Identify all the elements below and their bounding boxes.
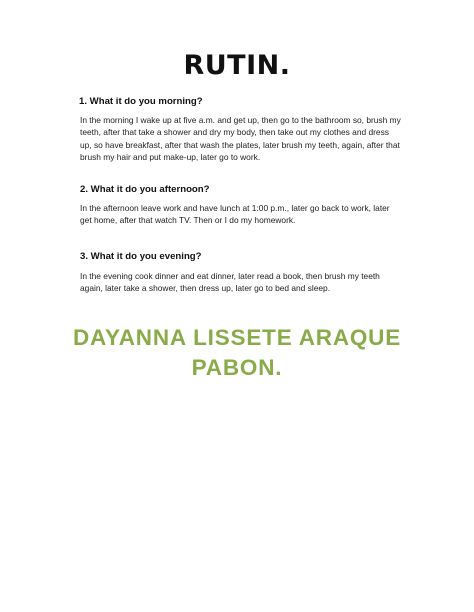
question-heading-afternoon: 2. What it do you afternoon? <box>80 184 210 195</box>
paragraph-line: again, later take a shower, then dress up, later go to bed and sleep. <box>80 283 331 294</box>
paragraph-line: teeth, after that take a shower and dry my body, then take out my clothes and dress <box>80 127 389 138</box>
question-heading-morning: 1. What it do you morning? <box>79 96 203 107</box>
paragraph-line: get home, after that watch TV. Then or I do my homework. <box>80 215 296 226</box>
question-heading-evening: 3. What it do you evening? <box>80 251 202 262</box>
page-title: RUTIN. <box>183 50 291 81</box>
paragraph-line: In the evening cook dinner and eat dinner, later read a book, then brush my teeth <box>80 271 380 281</box>
paragraph-line: up, so have breakfast, after that wash the plates, later brush my teeth, again, after that <box>80 139 400 150</box>
paragraph-line: brush my hair and put make-up, later go to work. <box>80 152 261 163</box>
author-name-line-1: DAYANNA LISSETE ARAQUE <box>72 325 402 350</box>
author-name-line-2: PABON. <box>191 355 283 380</box>
paragraph-line: In the morning I wake up at five a.m. and get up, then go to the bathroom so, brush my <box>80 115 401 125</box>
paragraph-line: In the afternoon leave work and have lunch at 1:00 p.m., later go back to work, later <box>80 203 390 213</box>
answer-paragraph-evening <box>80 270 420 295</box>
answer-paragraph-morning <box>80 114 420 164</box>
answer-paragraph-afternoon <box>80 202 420 227</box>
